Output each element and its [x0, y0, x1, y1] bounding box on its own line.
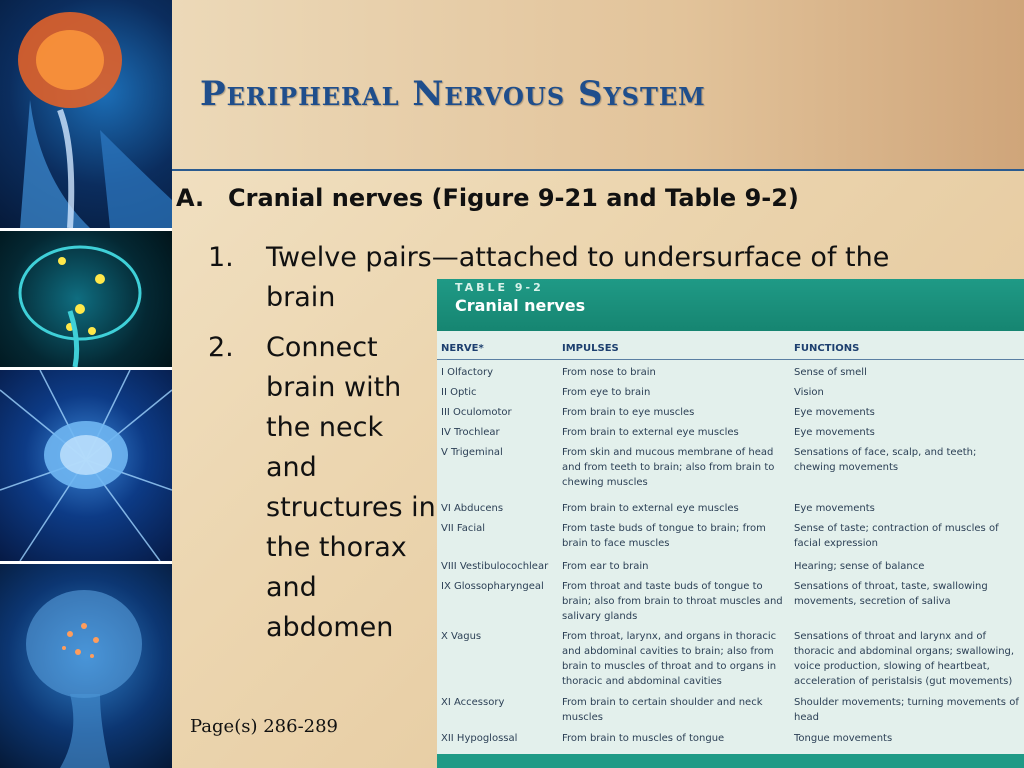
cell-impulses: From skin and mucous membrane of head and from teeth to brain; also from brain to chewing muscles — [562, 447, 775, 488]
cell-nerve: XI Accessory — [441, 697, 505, 708]
brain-profile-image — [0, 564, 172, 768]
cell-functions: Tongue movements — [794, 733, 893, 744]
cell-impulses: From ear to brain — [562, 561, 649, 572]
cell-nerve: IX Glossopharyngeal — [441, 581, 544, 592]
cell-impulses: From throat, larynx, and organs in thoracic and abdominal cavities to brain; also from brain to muscles of throat and to organs in thoracic and abdominal cavities — [562, 631, 777, 687]
cell-functions: Vision — [794, 387, 824, 398]
section-marker: A. — [176, 184, 205, 212]
list-item-text: Twelve pairs—attached to undersurface of the brain — [266, 242, 890, 313]
cell-nerve: I Olfactory — [441, 367, 493, 378]
cell-impulses: From brain to muscles of tongue — [562, 733, 725, 744]
section-heading — [176, 184, 799, 212]
cell-impulses: From throat and taste buds of tongue to brain; also from brain to throat muscles and salivary glands — [562, 581, 783, 622]
cell-functions: Sensations of face, scalp, and teeth; chewing movements — [794, 447, 977, 473]
table-footer-band — [437, 754, 1024, 768]
cell-impulses: From taste buds of tongue to brain; from brain to face muscles — [562, 523, 766, 549]
cell-nerve: VI Abducens — [441, 503, 504, 514]
cell-functions: Sense of smell — [794, 367, 867, 378]
cell-nerve: VII Facial — [441, 523, 486, 534]
page-reference: Page(s) 286-289 — [190, 716, 339, 737]
cell-nerve: X Vagus — [441, 631, 482, 642]
cell-impulses: From brain to external eye muscles — [562, 427, 739, 438]
column-header-impulses: IMPULSES — [562, 343, 619, 354]
brain-rays-image — [0, 370, 172, 561]
cell-functions: Eye movements — [794, 503, 875, 514]
cell-functions: Shoulder movements; turning movements of head — [794, 697, 1019, 723]
cell-impulses: From brain to external eye muscles — [562, 503, 739, 514]
cell-nerve: IV Trochlear — [441, 427, 500, 438]
cell-functions: Hearing; sense of balance — [794, 561, 925, 572]
title-divider — [172, 169, 1024, 171]
cell-functions: Eye movements — [794, 407, 875, 418]
cell-impulses: From nose to brain — [562, 367, 656, 378]
cell-impulses: From brain to certain shoulder and neck muscles — [562, 697, 763, 723]
brain-scan-image — [0, 231, 172, 367]
cell-functions: Sense of taste; contraction of muscles of facial expression — [794, 523, 999, 549]
cell-functions: Eye movements — [794, 427, 875, 438]
cell-functions: Sensations of throat and larynx and of thoracic and abdominal organs; swallowing, voice production, slowing of heartbeat, acceleration of peristalsis (gut movements) — [794, 631, 1015, 687]
cell-nerve: VIII Vestibulocochlear — [441, 561, 549, 572]
cell-nerve: III Oculomotor — [441, 407, 512, 418]
list-item-text: Connect brain with the neck and structures in the thorax and abdomen — [266, 332, 436, 643]
list-item-number: 1. — [208, 242, 234, 273]
cranial-nerves-table-image — [437, 279, 1024, 768]
cell-nerve: XII Hypoglossal — [441, 733, 518, 744]
cell-functions: Sensations of throat, taste, swallowing movements, secretion of saliva — [794, 581, 988, 607]
table-label: TABLE 9-2 — [455, 281, 544, 294]
table-header-band — [437, 279, 1024, 331]
cell-nerve: V Trigeminal — [441, 447, 503, 458]
brain-image-strip — [0, 0, 172, 768]
column-header-functions: FUNCTIONS — [794, 343, 860, 354]
slide-title: Peripheral Nervous System — [200, 74, 706, 114]
cell-nerve: II Optic — [441, 387, 477, 398]
brain-head-image — [0, 0, 172, 228]
table-title: Cranial nerves — [455, 296, 586, 315]
cell-impulses: From eye to brain — [562, 387, 651, 398]
cell-impulses: From brain to eye muscles — [562, 407, 695, 418]
section-heading-text: Cranial nerves (Figure 9-21 and Table 9-2) — [228, 184, 799, 212]
list-item-number: 2. — [208, 332, 234, 363]
column-header-nerve: NERVE* — [441, 343, 484, 354]
header-divider — [437, 359, 1024, 360]
